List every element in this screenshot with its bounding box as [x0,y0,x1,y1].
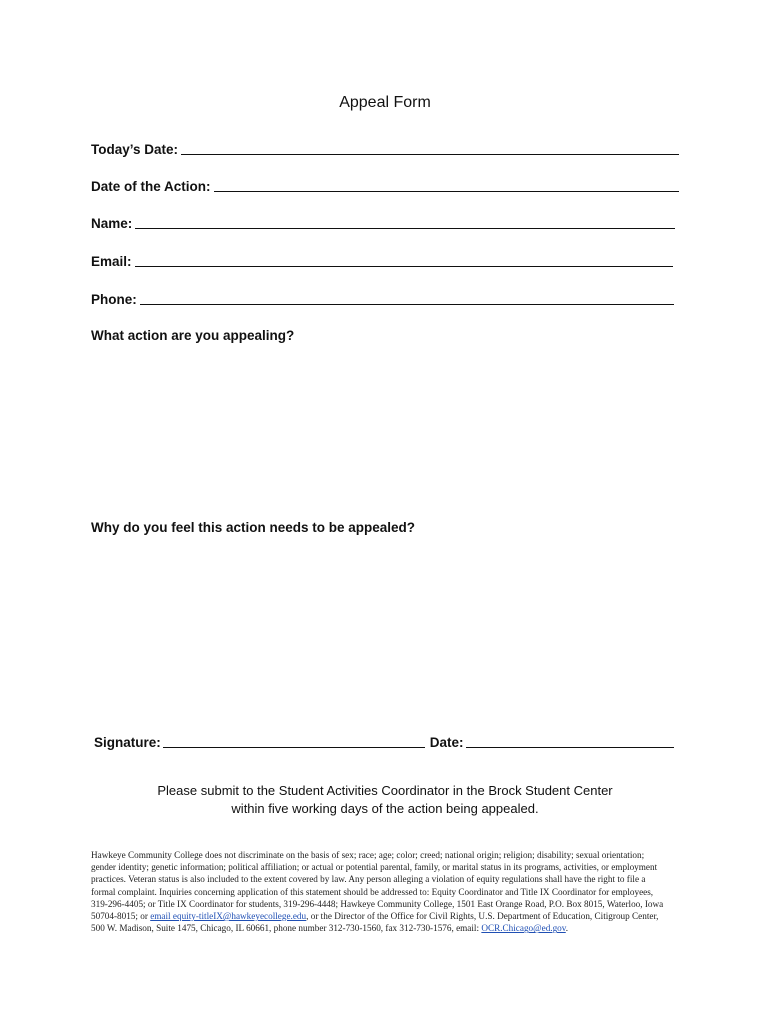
action-answer-area[interactable] [91,350,677,510]
signature-date-line[interactable] [466,734,674,748]
nondiscrimination-statement [91,849,671,934]
signature-date-label: Date: [429,735,464,750]
name-field [91,213,675,231]
action-question: What action are you appealing? [91,328,295,343]
submit-note-line2: within five working days of the action being appealed. [231,801,539,816]
ocr-email-link[interactable]: OCR.Chicago@ed.gov [481,923,566,934]
todays-date-label: Today’s Date: [91,142,179,157]
todays-date-field [91,139,679,157]
disclaimer-text-2: , or the Director of the Office for Civil Rights, U.S. Department of Education, Citigroup Center, 500 W. Madison, Suite 1475, Chicago, IL 60661, phone number 312-730-1560, fax 312-730-1576, email: [91,911,659,934]
todays-date-line[interactable] [181,141,679,155]
page-title: Appeal Form [339,94,431,111]
email-line[interactable] [135,253,673,267]
submit-note [0,782,770,818]
signature-label: Signature: [94,735,161,750]
name-line[interactable] [135,215,675,229]
disclaimer-text-3: . [565,923,569,934]
reason-answer-area[interactable] [91,542,677,722]
date-of-action-label: Date of the Action: [91,179,211,194]
signature-line[interactable] [163,734,425,748]
name-label: Name: [91,216,133,231]
phone-label: Phone: [91,292,137,307]
phone-field [91,289,674,307]
date-of-action-field [91,176,679,194]
signature-row [94,734,674,750]
equity-email-link[interactable]: email equity-titleIX@hawkeyecollege.edu [150,911,307,922]
reason-question: Why do you feel this action needs to be appealed? [91,520,416,535]
disclaimer-text-1: Hawkeye Community College does not discriminate on the basis of sex; race; age; color; creed; national origin; religion; disability; sexual orientation; gender identity; genetic information; political affiliation; or actual or potential parental, family, or marital status in its programs, activities, or employment practices. Veteran status is also included to the extent covered by law. Any person alleging a violation of equity regulations shall have the right to file a formal complaint. Inquiries concerning application of this statement should be addressed to: Equity Coordinator and Title IX Coordinator for employees, 319-296-4405; or Title IX Coordinator for students, 319-296-4448; Hawkeye Community College, 1501 East Orange Road, P.O. Box 8015, Waterloo, Iowa 50704-8015; or [91,850,664,922]
submit-note-line1: Please submit to the Student Activities Coordinator in the Brock Student Center [157,783,613,798]
date-of-action-line[interactable] [214,178,679,192]
phone-line[interactable] [140,291,674,305]
email-field [91,251,673,269]
email-label: Email: [91,254,132,269]
